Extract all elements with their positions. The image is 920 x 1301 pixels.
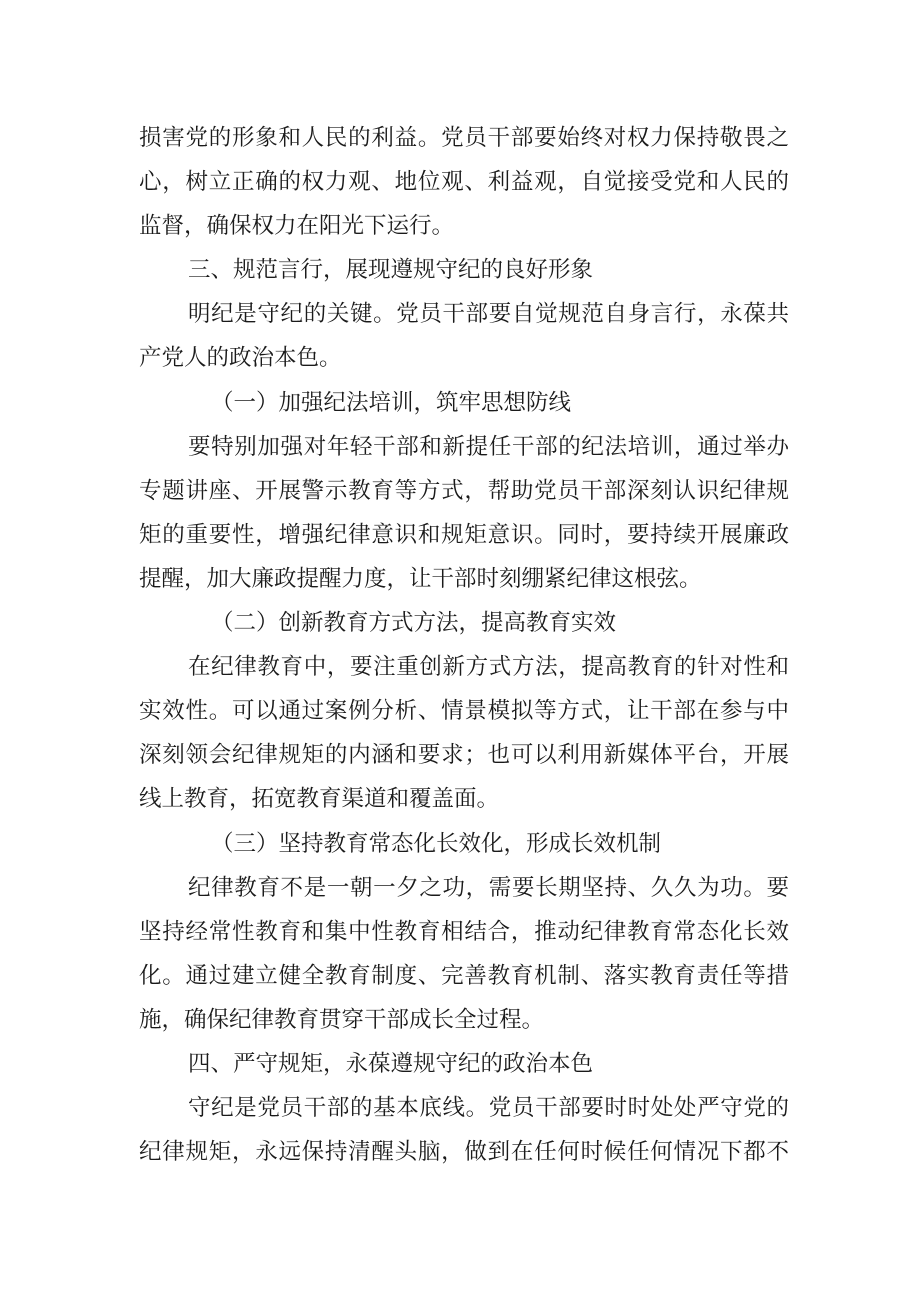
section-heading: 四、严守规矩，永葆遵规守纪的政治本色 (188, 1050, 594, 1077)
text-line: 施，确保纪律教育贯穿干部成长全过程。 (139, 1006, 545, 1033)
text-line: 提醒，加大廉政提醒力度，让干部时刻绷紧纪律这根弦。 (139, 565, 702, 592)
text-line: 监督，确保权力在阳光下运行。 (139, 213, 455, 240)
text-line: 损害党的形象和人民的利益。党员干部要始终对权力保持敬畏之 (139, 125, 789, 151)
text-line: 心，树立正确的权力观、地位观、利益观，自觉接受党和人民的 (139, 169, 789, 196)
text-line: 线上教育，拓宽教育渠道和覆盖面。 (139, 786, 500, 813)
text-line: 纪律规矩，永远保持清醒头脑，做到在任何时候任何情况下都不 (139, 1139, 789, 1166)
text-line: 化。通过建立健全教育制度、完善教育机制、落实教育责任等措 (139, 962, 789, 989)
document-body (139, 116, 789, 1174)
text-line: 守纪是党员干部的基本底线。党员干部要时时处处严守党的 (188, 1095, 789, 1122)
text-line: 明纪是守纪的关键。党员干部要自觉规范自身言行，永葆共 (188, 301, 789, 328)
text-line: 坚持经常性教育和集中性教育相结合，推动纪律教育常态化长效 (139, 918, 789, 945)
subsection-heading: （三）坚持教育常态化长效化，形成长效机制 (211, 830, 662, 857)
text-line: 矩的重要性，增强纪律意识和规矩意识。同时，要持续开展廉政 (139, 521, 789, 548)
subsection-heading: （一）加强纪法培训，筑牢思想防线 (211, 389, 572, 416)
subsection-heading: （二）创新教育方式方法，提高教育实效 (211, 610, 617, 637)
section-heading: 三、规范言行，展现遵规守纪的良好形象 (188, 257, 594, 284)
text-line: 专题讲座、开展警示教育等方式，帮助党员干部深刻认识纪律规 (139, 477, 789, 504)
text-line: 实效性。可以通过案例分析、情景模拟等方式，让干部在参与中 (139, 698, 789, 725)
text-line: 深刻领会纪律规矩的内涵和要求；也可以利用新媒体平台，开展 (139, 742, 789, 769)
text-line: 产党人的政治本色。 (139, 345, 342, 372)
text-line: 纪律教育不是一朝一夕之功，需要长期坚持、久久为功。要 (188, 874, 789, 901)
text-line: 在纪律教育中，要注重创新方式方法，提高教育的针对性和 (188, 654, 789, 681)
text-line: 要特别加强对年轻干部和新提任干部的纪法培训，通过举办 (188, 433, 789, 460)
